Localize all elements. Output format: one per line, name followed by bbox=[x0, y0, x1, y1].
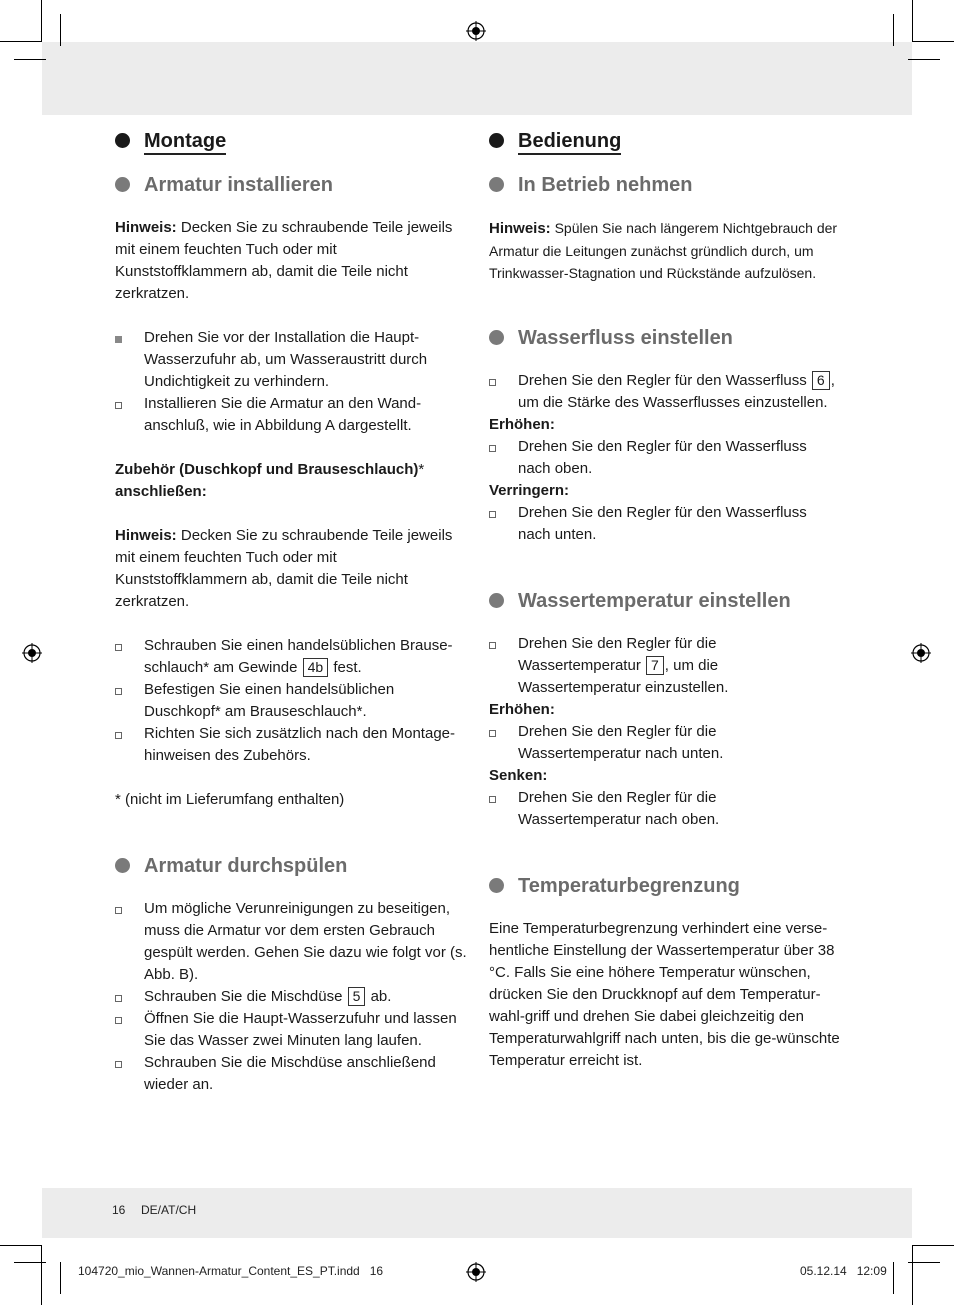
crop-mark bbox=[14, 1262, 46, 1263]
crop-mark bbox=[41, 0, 42, 42]
list-item: Drehen Sie den Regler für den Wasserfluss 6 , um die Stärke des Wasserflusses einzustellen. bbox=[489, 370, 841, 414]
section-heading-bedienung: Bedienung bbox=[489, 128, 841, 154]
list-item: Um mögliche Verunreinigungen zu beseitigen, muss die Armatur vor dem ersten Gebrauch gespült werden. Gehen Sie dazu wie folgt vor (s. Abb. B). bbox=[115, 898, 467, 986]
crop-mark bbox=[908, 1262, 940, 1263]
subheading-wasserfluss-einstellen: Wasserfluss einstellen bbox=[489, 325, 841, 351]
subheading-in-betrieb-nehmen: In Betrieb nehmen bbox=[489, 172, 841, 198]
note-paragraph: Hinweis: Decken Sie zu schraubende Teile jeweils mit einem feuchten Tuch oder mit Kunststoffklammern ab, damit die Teile nicht zerkratzen. bbox=[115, 527, 453, 610]
bullet-dot-icon bbox=[489, 593, 504, 608]
part-reference: 4b bbox=[303, 658, 329, 677]
checkbox-square-icon bbox=[115, 644, 122, 651]
checkbox-square-icon bbox=[489, 642, 496, 649]
checkbox-square-icon bbox=[489, 730, 496, 737]
bullet-dot-icon bbox=[489, 330, 504, 345]
list-item: Drehen Sie vor der Installation die Haupt-Wasserzufuhr ab, um Wasseraustritt durch Undichtigkeit zu verhindern. bbox=[115, 327, 467, 393]
crop-mark bbox=[0, 1245, 42, 1246]
registration-mark-icon bbox=[911, 643, 931, 663]
checkbox-square-icon bbox=[489, 796, 496, 803]
file-name: 104720_mio_Wannen-Armatur_Content_ES_PT.indd 16 bbox=[78, 1264, 384, 1278]
crop-mark bbox=[912, 41, 954, 42]
list-item: Schrauben Sie die Mischdüse 5 ab. bbox=[115, 986, 467, 1008]
list-item: Richten Sie sich zusätzlich nach den Montage-hinweisen des Zubehörs. bbox=[115, 723, 467, 767]
part-reference: 5 bbox=[348, 987, 366, 1006]
subheading-temperaturbegrenzung: Temperaturbegrenzung bbox=[489, 873, 841, 899]
checkbox-square-icon bbox=[115, 1061, 122, 1068]
registration-mark-icon bbox=[22, 643, 42, 663]
subheading-armatur-installieren: Armatur installieren bbox=[115, 172, 467, 198]
list-item: Drehen Sie den Regler für den Wasserfluss nach unten. bbox=[489, 502, 841, 546]
checkbox-square-icon bbox=[115, 1017, 122, 1024]
bullet-dot-icon bbox=[489, 133, 504, 148]
subheading-wassertemperatur-einstellen: Wassertemperatur einstellen bbox=[489, 588, 841, 614]
checkbox-square-icon bbox=[115, 732, 122, 739]
note-paragraph: Hinweis: Decken Sie zu schraubende Teile jeweils mit einem feuchten Tuch oder mit Kunststoffklammern ab, damit die Teile nicht zerkratzen. bbox=[115, 219, 453, 302]
footnote: * (nicht im Lieferumfang enthalten) bbox=[115, 791, 345, 808]
checkbox-square-icon bbox=[115, 907, 122, 914]
list-item: Drehen Sie den Regler für den Wasserfluss nach oben. bbox=[489, 436, 841, 480]
header-band bbox=[42, 42, 912, 115]
checkbox-square-icon bbox=[115, 402, 122, 409]
crop-mark bbox=[0, 41, 42, 42]
crop-mark bbox=[60, 1262, 61, 1294]
crop-mark bbox=[41, 1245, 42, 1305]
bullet-dot-icon bbox=[115, 858, 130, 873]
bullet-dot-icon bbox=[115, 133, 130, 148]
crop-mark bbox=[893, 14, 894, 46]
label-verringern: Verringern: bbox=[489, 482, 570, 499]
list-item: Drehen Sie den Regler für die Wassertemperatur nach oben. bbox=[489, 787, 841, 831]
note-paragraph: Hinweis: Spülen Sie nach längerem Nichtgebrauch der Armatur die Leitungen zunächst gründlich durch, um Trinkwasser-Stagnation und Rückstände aufzulösen. bbox=[489, 220, 838, 281]
bullet-dot-icon bbox=[489, 878, 504, 893]
temperature-limit-paragraph: Eine Temperaturbegrenzung verhindert eine verse-hentliche Einstellung der Wassertemperatur über 38 °C. Falls Sie eine höhere Temperatur wünschen, drücken Sie den Druckknopf auf dem Temperatur-wahl-griff und drehen Sie dabei gleichzeitig den Temperaturwahlgriff nach unten, bis die ge-wünschte Temperatur erreicht ist. bbox=[489, 920, 840, 1069]
registration-mark-icon bbox=[466, 1262, 486, 1282]
section-heading-montage: Montage bbox=[115, 128, 467, 154]
list-item: Befestigen Sie einen handelsüblichen Duschkopf* am Brauseschlauch*. bbox=[115, 679, 467, 723]
part-reference: 6 bbox=[812, 371, 830, 390]
crop-mark bbox=[60, 14, 61, 46]
checkbox-square-icon bbox=[489, 511, 496, 518]
list-item: Schrauben Sie die Mischdüse anschließend wieder an. bbox=[115, 1052, 467, 1096]
part-reference: 7 bbox=[646, 656, 664, 675]
label-erhoehen: Erhöhen: bbox=[489, 701, 555, 718]
registration-mark-icon bbox=[466, 21, 486, 41]
crop-mark bbox=[908, 59, 940, 60]
label-erhoehen: Erhöhen: bbox=[489, 416, 555, 433]
checkbox-square-icon bbox=[489, 379, 496, 386]
crop-mark bbox=[14, 59, 46, 60]
crop-mark bbox=[893, 1262, 894, 1294]
list-item: Schrauben Sie einen handelsüblichen Brause-schlauch* am Gewinde 4b fest. bbox=[115, 635, 467, 679]
list-item: Drehen Sie den Regler für die Wassertemperatur nach unten. bbox=[489, 721, 841, 765]
bullet-dot-icon bbox=[489, 177, 504, 192]
accessory-heading: Zubehör (Duschkopf und Brauseschlauch)* anschließen: bbox=[115, 461, 425, 500]
label-senken: Senken: bbox=[489, 767, 548, 784]
right-column bbox=[489, 128, 841, 1072]
print-date: 05.12.14 12:09 bbox=[800, 1264, 887, 1278]
list-item: Öffnen Sie die Haupt-Wasserzufuhr und lassen Sie das Wasser zwei Minuten lang laufen. bbox=[115, 1008, 467, 1052]
checkbox-square-icon bbox=[115, 688, 122, 695]
bullet-dot-icon bbox=[115, 177, 130, 192]
list-item: Drehen Sie den Regler für die Wassertemperatur 7 , um die Wassertemperatur einzustellen. bbox=[489, 633, 841, 699]
subheading-armatur-durchspuelen: Armatur durchspülen bbox=[115, 853, 467, 879]
crop-mark bbox=[912, 0, 913, 42]
page-number: 16 bbox=[112, 1203, 126, 1217]
locale-label: DE/AT/CH bbox=[141, 1203, 197, 1217]
checkbox-square-icon bbox=[115, 995, 122, 1002]
crop-mark bbox=[912, 1245, 913, 1305]
left-column bbox=[115, 128, 467, 1096]
list-item: Installieren Sie die Armatur an den Wand-anschluß, wie in Abbildung A dargestellt. bbox=[115, 393, 467, 437]
checkbox-square-icon bbox=[489, 445, 496, 452]
checkbox-square-icon bbox=[115, 336, 122, 343]
crop-mark bbox=[912, 1245, 954, 1246]
